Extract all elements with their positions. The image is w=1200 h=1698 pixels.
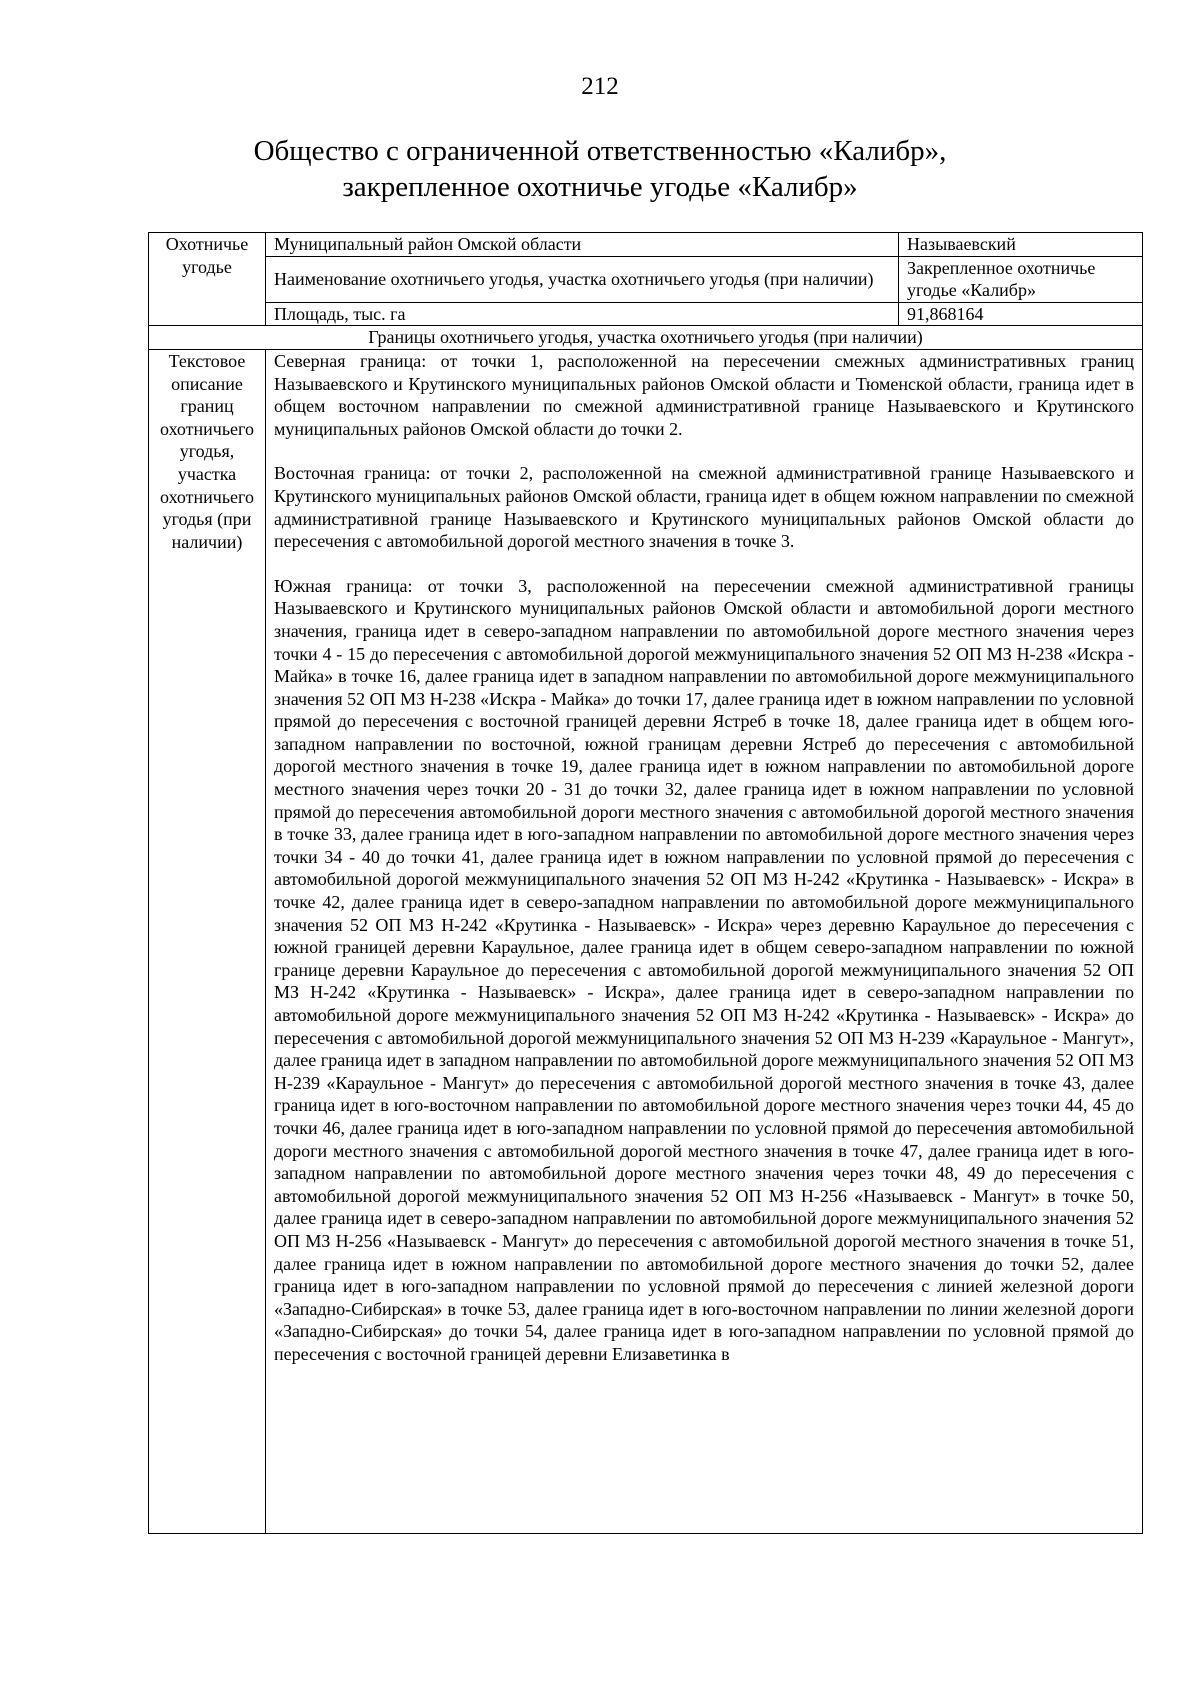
north-boundary-text: Северная граница: от точки 1, расположенной на пересечении смежных административных границ Называевского и Крутинского муниципальных районов Омской области и Тюменской области, граница идет в общем восточном направлении по смежной административной границе Называевского и Крутинского муниципальных районов Омской области до точки 2.	[274, 350, 1134, 439]
boundary-description	[266, 349, 1143, 1533]
east-boundary-text: Восточная граница: от точки 2, расположенной на смежной административной границе Называевского и Крутинского муниципальных районов Омской области, граница идет в общем южном направлении по смежной административной границе Называевского и Крутинского муниципальных районов Омской области до пересечения с автомобильной дорогой местного значения в точке 3.	[274, 463, 1134, 552]
table-row	[149, 302, 1143, 326]
document-title	[0, 133, 1200, 205]
document-title-line-1: Общество с ограниченной ответственностью «Калибр»,	[253, 135, 947, 167]
text-description-label: Текстовое описание границ охотничьего угодья, участка охотничьего угодья (при наличии)	[149, 349, 266, 1533]
table-row	[149, 326, 1143, 350]
area-value: 91,868164	[899, 302, 1143, 326]
hunting-ground-table	[148, 232, 1143, 1534]
table-row	[149, 349, 1143, 1533]
page-number: 212	[581, 73, 619, 100]
boundaries-header: Границы охотничьего угодья, участка охотничьего угодья (при наличии)	[149, 326, 1143, 350]
table-row	[149, 256, 1143, 302]
table-row	[149, 233, 1143, 257]
document-title-line-2: закрепленное охотничье угодье «Калибр»	[342, 171, 858, 203]
municipal-district-value: Называевский	[899, 233, 1143, 257]
hunting-ground-name-value: Закрепленное охотничье угодье «Калибр»	[899, 256, 1143, 302]
hunting-ground-name-label: Наименование охотничьего угодья, участка охотничьего угодья (при наличии)	[266, 256, 899, 302]
hunting-ground-label: Охотничье угодье	[149, 233, 266, 326]
area-label: Площадь, тыс. га	[266, 302, 899, 326]
municipal-district-label: Муниципальный район Омской области	[266, 233, 899, 257]
south-boundary-text: Южная граница: от точки 3, расположенной на пересечении смежной административной границы Называевского и Крутинского муниципальных районов Омской области и автомобильной дороги местного значения, граница идет в северо-западном направлении по автомобильной дороге местного значения через точки 4 - 15 до пересечения с автомобильной дорогой межмуниципального значения 52 ОП МЗ Н-238 «Искра - Майка» в точке 16, далее граница идет в западном направлении по автомобильной дороге межмуниципального значения 52 ОП МЗ Н-238 «Искра - Майка» до точки 17, далее граница идет в южном направлении по условной прямой до пересечения с восточной границей деревни Ястреб в точке 18, далее граница идет в общем юго-западном направлении по восточной, южной границам деревни Ястреб до пересечения с автомобильной дорогой местного значения в точке 19, далее граница идет в южном направлении по автомобильной дороге местного значения через точки 20 - 31 до точки 32, далее граница идет в южном направлении по условной прямой до пересечения автомобильной дороги местного значения с автомобильной дорогой местного значения в точке 33, далее граница идет в юго-западном направлении по автомобильной дороге местного значения через точки 34 - 40 до точки 41, далее граница идет в южном направлении по условной прямой до пересечения с автомобильной дорогой межмуниципального значения 52 ОП МЗ Н-242 «Крутинка - Называевск» - Искра» в точке 42, далее граница идет в северо-западном направлении по автомобильной дороге межмуниципального значения 52 ОП МЗ Н-242 «Крутинка - Называевск» - Искра» через деревню Караульное до пересечения с южной границей деревни Караульное, далее граница идет в общем северо-западном направлении по южной границе деревни Караульное до пересечения с автомобильной дорогой межмуниципального значения 52 ОП МЗ Н-242 «Крутинка - Называевск» - Искра», далее граница идет в северо-западном направлении по автомобильной дороге межмуниципального значения 52 ОП МЗ Н-242 «Крутинка - Называевск» - Искра» до пересечения с автомобильной дорогой межмуниципального значения 52 ОП МЗ Н-239 «Караульное - Мангут», далее граница идет в западном направлении по автомобильной дороге межмуниципального значения 52 ОП МЗ Н-239 «Караульное - Мангут» до пересечения с автомобильной дорогой местного значения в точке 43, далее граница идет в юго-восточном направлении по автомобильной дороге местного значения через точки 44, 45 до точки 46, далее граница идет в юго-западном направлении по условной прямой до пересечения автомобильной дороги местного значения с автомобильной дорогой местного значения в точке 47, далее граница идет в юго-западном направлении по автомобильной дороге местного значения через точки 48, 49 до пересечения с автомобильной дорогой межмуниципального значения 52 ОП МЗ Н-256 «Называевск - Мангут» в точке 50, далее граница идет в северо-западном направлении по автомобильной дороге межмуниципального значения 52 ОП МЗ Н-256 «Называевск - Мангут» до пересечения с автомобильной дорогой местного значения в точке 51, далее граница идет в южном направлении по автомобильной дороге местного значения до точки 52, далее граница идет в юго-западном направлении по условной прямой до пересечения с линией железной дороги «Западно-Сибирская» в точке 53, далее граница идет в юго-восточном направлении по линии железной дороги «Западно-Сибирская» до точки 54, далее граница идет в юго-западном направлении по условной прямой до пересечения с восточной границей деревни Елизаветинка в	[274, 575, 1134, 1364]
